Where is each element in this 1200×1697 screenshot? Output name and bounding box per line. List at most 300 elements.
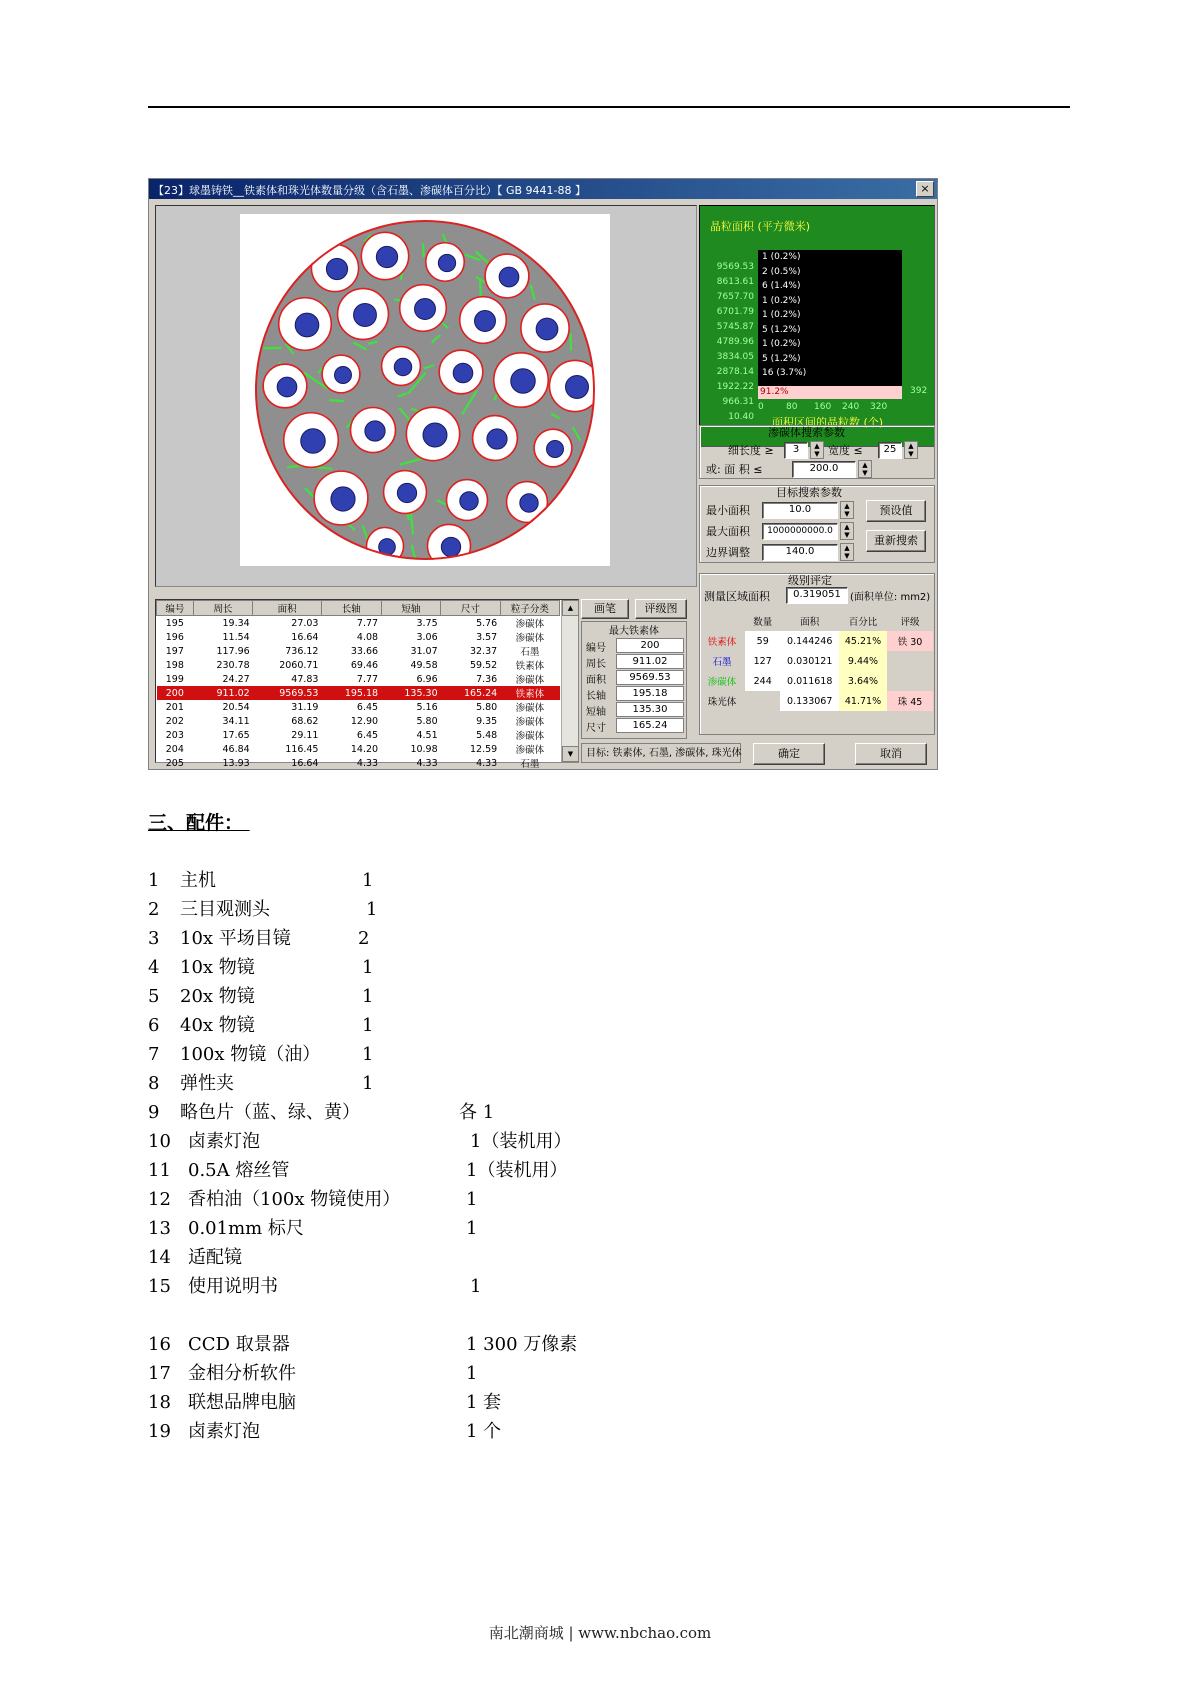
grade-row-area: 0.144246 <box>780 631 839 651</box>
table-cell: 32.37 <box>470 645 498 657</box>
histogram-x-tick: 0 <box>758 402 764 412</box>
accessory-name: 适配镜 <box>188 1247 242 1268</box>
graphite-nodule <box>520 494 538 512</box>
graphite-nodule <box>295 313 319 337</box>
accessory-number: 13 <box>148 1218 171 1239</box>
edge-adjust-stepper[interactable]: ▲ ▼ <box>840 543 854 561</box>
graphite-nodule <box>335 367 352 384</box>
table-cell: 2060.71 <box>279 659 319 671</box>
table-cell: 13.93 <box>222 757 250 769</box>
histogram-y-label: 7657.70 <box>716 292 754 302</box>
accessory-number: 18 <box>148 1392 171 1413</box>
accessory-number: 8 <box>148 1073 160 1094</box>
table-cell: 19.34 <box>222 617 250 629</box>
accessory-name: 卤素灯泡 <box>188 1131 260 1152</box>
graphite-nodule <box>415 299 436 320</box>
table-cell: 196 <box>165 631 184 643</box>
carbide-search-group <box>699 425 935 479</box>
max-ferrite-row <box>584 670 684 684</box>
table-cell: 198 <box>165 659 184 671</box>
graphite-nodule <box>326 258 347 279</box>
grade-row-grade: 铁 30 <box>887 631 933 651</box>
accessory-number: 3 <box>148 928 160 949</box>
table-cell: 199 <box>165 673 184 685</box>
max-ferrite-row <box>584 702 684 716</box>
max-ferrite-value: 195.18 <box>616 686 684 701</box>
table-cell: 7.77 <box>356 673 379 685</box>
table-cell: 68.62 <box>291 715 319 727</box>
graphite-nodule <box>499 267 519 287</box>
research-button[interactable]: 重新搜索 <box>866 530 926 552</box>
accessory-name: 略色片（蓝、绿、黄） <box>180 1102 360 1123</box>
table-cell: 渗碳体 <box>515 703 545 714</box>
accessory-quantity: 各 1 <box>459 1102 495 1123</box>
accessory-number: 11 <box>148 1160 171 1181</box>
graphite-nodule <box>331 487 355 511</box>
histogram-right-max: 392 <box>910 386 928 396</box>
table-cell: 911.02 <box>193 686 253 700</box>
table-cell: 69.46 <box>350 659 379 671</box>
table-cell: 4.33 <box>416 757 438 769</box>
graphite-nodule <box>277 377 297 397</box>
histogram-y-label: 966.31 <box>722 397 754 407</box>
table-cell: 202 <box>165 715 184 727</box>
table-scrollbar[interactable] <box>561 600 578 762</box>
grade-row-count: 59 <box>745 631 781 651</box>
length-stepper[interactable]: ▲ ▼ <box>810 441 824 459</box>
graphite-nodule <box>365 421 385 441</box>
min-area-stepper[interactable]: ▲ ▼ <box>840 501 854 519</box>
accessory-quantity: 1 <box>470 1276 482 1297</box>
table-cell: 12.59 <box>470 743 498 755</box>
length-input[interactable]: 3 <box>784 442 808 459</box>
area-max-input[interactable]: 200.0 <box>792 461 856 478</box>
accessory-quantity: 1 <box>362 1044 374 1065</box>
accessory-number: 7 <box>148 1044 160 1065</box>
carbide-mark <box>290 517 300 519</box>
accessory-number: 17 <box>148 1363 171 1384</box>
histogram-x-tick: 80 <box>786 402 798 412</box>
max-ferrite-row <box>584 654 684 668</box>
graphite-nodule <box>475 311 496 332</box>
particle-table <box>155 599 579 770</box>
table-cell: 31.19 <box>291 701 319 713</box>
accessory-name: CCD 取景器 <box>188 1334 290 1355</box>
table-cell: 49.58 <box>410 659 438 671</box>
table-cell: 5.16 <box>416 701 438 713</box>
table-cell: 24.27 <box>222 673 250 685</box>
grain-area-histogram <box>699 205 935 447</box>
table-row[interactable] <box>157 672 560 686</box>
table-cell: 5.76 <box>476 617 498 629</box>
table-cell: 205 <box>165 757 184 769</box>
table-cell: 203 <box>165 729 184 741</box>
table-row[interactable] <box>157 700 560 714</box>
table-cell: 6.45 <box>356 729 379 741</box>
target-search-group <box>699 485 935 563</box>
max-ferrite-value: 911.02 <box>616 654 684 669</box>
table-cell: 12.90 <box>350 715 379 727</box>
graphite-nodule <box>301 429 326 454</box>
table-cell: 200 <box>157 686 194 700</box>
accessory-quantity: 2 <box>358 928 370 949</box>
table-cell: 117.96 <box>216 645 250 657</box>
carbide-mark <box>259 277 273 296</box>
table-row[interactable] <box>157 644 560 658</box>
graphite-nodule <box>511 369 536 394</box>
histogram-x-label: 面积区间的晶粒数 (个) <box>772 416 884 429</box>
table-cell: 5.48 <box>476 729 498 741</box>
carbide-mark <box>319 238 329 239</box>
table-cell: 197 <box>165 645 184 657</box>
table-row[interactable] <box>157 686 560 700</box>
histogram-y-label: 5745.87 <box>716 322 754 332</box>
table-cell: 20.54 <box>222 701 250 713</box>
area-max-stepper[interactable]: ▲ ▼ <box>858 460 872 478</box>
table-cell: 33.66 <box>350 645 379 657</box>
grade-row-name: 铁素体 <box>707 637 737 648</box>
table-cell: 9569.53 <box>253 686 322 700</box>
edge-adjust-label: 边界调整 <box>706 546 750 559</box>
table-cell: 7.77 <box>356 617 379 629</box>
carbide-mark <box>480 278 481 298</box>
accessory-number: 12 <box>148 1189 171 1210</box>
max-ferrite-row <box>584 638 684 652</box>
table-cell: 3.06 <box>416 631 438 643</box>
section-title: 三、配件： <box>148 812 250 834</box>
table-cell: 16.64 <box>291 757 319 769</box>
table-cell: 7.36 <box>476 673 498 685</box>
accessory-name: 100x 物镜（油） <box>180 1044 321 1065</box>
cancel-button[interactable]: 取消 <box>855 743 927 765</box>
histogram-row: 1 (0.2%) <box>762 310 801 320</box>
scroll-down-icon[interactable]: ▼ <box>562 746 579 762</box>
table-cell: 4.51 <box>416 729 438 741</box>
carbide-mark <box>423 243 424 257</box>
graphite-nodule <box>394 358 411 375</box>
table-cell: 渗碳体 <box>515 731 545 742</box>
histogram-y-label: 10.40 <box>728 412 754 422</box>
measure-area-label: 测量区域面积 <box>704 590 770 603</box>
table-row[interactable] <box>157 742 560 756</box>
area-max-label: 或: 面 积 ≤ <box>706 463 763 476</box>
width-stepper[interactable]: ▲ ▼ <box>904 441 918 459</box>
graphite-nodule <box>547 441 564 458</box>
table-cell: 渗碳体 <box>515 619 545 630</box>
micrograph-image <box>245 216 605 564</box>
histogram-y-label: 8613.61 <box>716 277 754 287</box>
grade-row-pct: 3.64% <box>839 671 887 691</box>
graphite-nodule <box>376 246 397 267</box>
max-area-input[interactable]: 1000000000.0 <box>762 523 838 540</box>
graphite-nodule <box>441 537 460 556</box>
grade-row-grade: 珠 45 <box>887 691 933 711</box>
accessory-quantity: 1 <box>466 1363 478 1384</box>
histogram-row: 1 (0.2%) <box>762 252 801 262</box>
graphite-nodule <box>438 254 455 271</box>
table-row[interactable] <box>157 714 560 728</box>
edge-adjust-input[interactable]: 140.0 <box>762 544 838 561</box>
accessory-number: 6 <box>148 1015 160 1036</box>
histogram-x-tick: 160 <box>814 402 832 412</box>
table-cell: 4.08 <box>356 631 379 643</box>
area-unit: (面积单位: mm2) <box>850 592 931 603</box>
graphite-nodule <box>536 318 558 340</box>
table-header[interactable]: 周长 <box>193 601 253 616</box>
grade-header: 面积 <box>800 617 820 628</box>
histogram-title: 晶粒面积 (平方微米) <box>710 220 811 233</box>
table-cell: 6.96 <box>416 673 438 685</box>
close-icon[interactable]: × <box>916 181 934 197</box>
carbide-mark <box>533 539 549 542</box>
grade-row-name: 渗碳体 <box>707 677 737 688</box>
accessory-name: 使用说明书 <box>188 1276 278 1297</box>
grade-header: 数量 <box>753 617 773 628</box>
grade-title: 级别评定 <box>788 574 832 587</box>
histogram-row: 2 (0.5%) <box>762 266 801 277</box>
image-panel <box>155 205 697 587</box>
max-ferrite-key: 尺寸 <box>586 723 606 734</box>
table-header[interactable]: 尺寸 <box>441 601 501 616</box>
graphite-nodule <box>460 492 478 510</box>
table-cell: 17.65 <box>222 729 250 741</box>
accessory-quantity: 1（装机用） <box>466 1160 568 1181</box>
max-ferrite-value: 9569.53 <box>616 670 684 685</box>
graphite-nodule <box>397 483 416 502</box>
grade-row-count: 244 <box>745 671 781 691</box>
accessory-quantity: 1 <box>466 1189 478 1210</box>
grade-row-grade <box>887 671 933 691</box>
preset-button[interactable]: 预设值 <box>866 500 926 522</box>
table-cell: 195.18 <box>321 686 381 700</box>
software-screenshot <box>148 178 938 770</box>
rating-chart-button[interactable]: 评级图 <box>635 599 687 619</box>
target-summary: 目标: 铁素体, 石墨, 渗碳体, 珠光体 <box>581 743 741 763</box>
grade-row-count: 127 <box>745 651 781 671</box>
table-cell: 27.03 <box>291 617 319 629</box>
table-cell: 渗碳体 <box>515 717 545 728</box>
table-row[interactable] <box>157 630 560 644</box>
table-cell: 9.35 <box>476 715 498 727</box>
accessory-name: 10x 物镜 <box>180 957 255 978</box>
table-cell: 34.11 <box>222 715 250 727</box>
table-row[interactable] <box>157 728 560 742</box>
max-ferrite-key: 周长 <box>586 659 606 670</box>
max-area-stepper[interactable]: ▲ ▼ <box>840 522 854 540</box>
table-cell: 4.33 <box>356 757 379 769</box>
accessory-name: 联想品牌电脑 <box>188 1392 296 1413</box>
width-label: 宽度 ≤ <box>828 444 863 457</box>
histogram-y-label: 6701.79 <box>716 307 754 317</box>
max-ferrite-key: 短轴 <box>586 707 606 718</box>
accessory-number: 14 <box>148 1247 171 1268</box>
max-area-label: 最大面积 <box>706 525 750 538</box>
pen-button[interactable]: 画笔 <box>581 599 629 619</box>
accessory-quantity: 1 <box>362 957 374 978</box>
grade-row-name: 石墨 <box>712 657 732 668</box>
histogram-bottom-pct: 91.2% <box>760 387 789 397</box>
grade-row-area: 0.030121 <box>780 651 839 671</box>
table-cell: 3.75 <box>416 617 438 629</box>
table-row[interactable] <box>157 616 560 631</box>
accessory-name: 20x 物镜 <box>180 986 255 1007</box>
accessory-quantity: 1 <box>362 1015 374 1036</box>
graphite-nodule <box>354 304 377 327</box>
table-cell: 4.33 <box>476 757 498 769</box>
carbide-mark <box>551 510 561 532</box>
min-area-label: 最小面积 <box>706 504 750 517</box>
accessory-quantity: 1 <box>366 899 378 920</box>
table-cell: 3.57 <box>476 631 498 643</box>
table-cell: 165.24 <box>441 686 501 700</box>
accessory-quantity: 1 <box>466 1218 478 1239</box>
table-cell: 46.84 <box>222 743 250 755</box>
accessory-number: 19 <box>148 1421 171 1442</box>
accessory-name: 10x 平场目镜 <box>180 928 291 949</box>
accessory-name: 0.5A 熔丝管 <box>188 1160 290 1181</box>
table-header[interactable]: 编号 <box>157 601 194 616</box>
grade-header: 百分比 <box>848 617 878 628</box>
grade-table <box>699 611 933 729</box>
grade-row-pct: 45.21% <box>839 631 887 651</box>
table-header[interactable]: 面积 <box>253 601 322 616</box>
length-label: 细长度 ≥ <box>728 444 774 457</box>
grade-row-name: 珠光体 <box>707 697 737 708</box>
table-header[interactable]: 粒子分类 <box>500 601 559 616</box>
table-cell: 渗碳体 <box>515 675 545 686</box>
table-cell: 116.45 <box>285 743 319 755</box>
histogram-row: 5 (1.2%) <box>762 353 801 364</box>
grade-row-count <box>745 691 781 711</box>
histogram-row: 5 (1.2%) <box>762 324 801 335</box>
histogram-y-label: 2878.14 <box>716 367 754 377</box>
max-ferrite-key: 编号 <box>586 643 606 654</box>
max-ferrite-key: 长轴 <box>586 691 606 702</box>
table-cell: 石墨 <box>520 759 540 770</box>
max-ferrite-value: 135.30 <box>616 702 684 717</box>
table-cell: 渗碳体 <box>515 745 545 756</box>
max-ferrite-value: 200 <box>616 638 684 653</box>
graphite-nodule <box>487 429 507 449</box>
max-ferrite-row <box>584 718 684 732</box>
accessory-name: 卤素灯泡 <box>188 1421 260 1442</box>
width-input[interactable]: 25 <box>878 442 902 459</box>
max-ferrite-value: 165.24 <box>616 718 684 733</box>
table-cell: 5.80 <box>416 715 438 727</box>
graphite-nodule <box>453 363 473 383</box>
accessory-number: 10 <box>148 1131 171 1152</box>
accessory-quantity: 1 <box>362 986 374 1007</box>
table-cell: 47.83 <box>291 673 319 685</box>
header-rule <box>148 106 1070 108</box>
table-cell: 14.20 <box>350 743 379 755</box>
table-cell: 31.07 <box>410 645 438 657</box>
min-area-input[interactable]: 10.0 <box>762 502 838 519</box>
histogram-row: 1 (0.2%) <box>762 295 801 306</box>
grade-header: 评级 <box>900 617 920 628</box>
table-cell: 195 <box>165 617 184 629</box>
table-cell: 736.12 <box>285 645 319 657</box>
graphite-nodule <box>566 376 589 399</box>
accessory-quantity: 1 <box>362 1073 374 1094</box>
table-header[interactable]: 长轴 <box>321 601 381 616</box>
grade-row-pct: 41.71% <box>839 691 887 711</box>
accessory-name: 主机 <box>180 870 216 891</box>
max-ferrite-key: 面积 <box>586 675 606 686</box>
accessory-quantity: 1 <box>362 870 374 891</box>
carbide-mark <box>320 551 333 563</box>
accessory-number: 4 <box>148 957 160 978</box>
table-cell: 5.80 <box>476 701 498 713</box>
table-cell: 29.11 <box>291 729 319 741</box>
accessory-number: 15 <box>148 1276 171 1297</box>
accessory-number: 1 <box>148 870 160 891</box>
histogram-y-label: 3834.05 <box>716 352 754 362</box>
accessory-quantity: 1 套 <box>466 1392 502 1413</box>
histogram-row: 16 (3.7%) <box>762 368 807 378</box>
table-row[interactable] <box>157 756 560 770</box>
histogram-row: 1 (0.2%) <box>762 339 801 349</box>
accessory-name: 三目观测头 <box>180 899 270 920</box>
accessory-quantity: 1 300 万像素 <box>466 1334 578 1355</box>
accessory-name: 香柏油（100x 物镜使用） <box>188 1189 401 1210</box>
accessory-quantity: 1（装机用） <box>470 1131 572 1152</box>
table-cell: 16.64 <box>291 631 319 643</box>
footer: 南北潮商城 | www.nbchao.com <box>488 1624 712 1642</box>
carbide-mark <box>293 243 322 246</box>
carbide-mark <box>263 348 281 349</box>
histogram-y-label: 9569.53 <box>716 262 754 272</box>
ok-button[interactable]: 确定 <box>753 743 825 765</box>
table-cell: 石墨 <box>520 647 540 658</box>
table-header[interactable]: 短轴 <box>381 601 441 616</box>
table-cell: 204 <box>165 743 184 755</box>
accessory-number: 16 <box>148 1334 171 1355</box>
table-cell: 201 <box>165 701 184 713</box>
accessory-number: 5 <box>148 986 160 1007</box>
window-title: 【23】球墨铸铁__铁素体和珠光体数量分级（含石墨、渗碳体百分比）【 GB 9441-88 】 <box>153 184 587 197</box>
carbide-search-title: 渗碳体搜索参数 <box>768 426 845 439</box>
grade-row-pct: 9.44% <box>839 651 887 671</box>
table-cell: 铁素体 <box>515 661 545 672</box>
target-search-title: 目标搜索参数 <box>776 486 842 499</box>
grade-row-area: 0.133067 <box>780 691 839 711</box>
max-ferrite-row <box>584 686 684 700</box>
grade-row-grade <box>887 651 933 671</box>
table-cell: 6.45 <box>356 701 379 713</box>
graphite-nodule <box>423 423 447 447</box>
table-cell: 59.52 <box>470 659 498 671</box>
histogram-x-tick: 320 <box>870 402 888 412</box>
accessory-name: 0.01mm 标尺 <box>188 1218 304 1239</box>
histogram-y-label: 4789.96 <box>716 337 754 347</box>
histogram-x-tick: 240 <box>842 402 860 412</box>
scroll-up-icon[interactable]: ▲ <box>562 600 579 616</box>
table-cell: 铁素体 <box>500 686 559 700</box>
accessory-name: 弹性夹 <box>180 1073 234 1094</box>
accessory-name: 金相分析软件 <box>188 1363 296 1384</box>
measure-area-value: 0.319051 <box>786 587 848 604</box>
accessory-name: 40x 物镜 <box>180 1015 255 1036</box>
histogram-row: 6 (1.4%) <box>762 281 801 291</box>
carbide-mark <box>329 400 344 401</box>
histogram-plot <box>758 250 902 386</box>
max-ferrite-title: 最大铁素体 <box>582 622 686 635</box>
table-cell: 10.98 <box>410 743 438 755</box>
window-titlebar <box>149 179 937 199</box>
table-row[interactable] <box>157 658 560 672</box>
accessory-quantity: 1 个 <box>466 1421 502 1442</box>
